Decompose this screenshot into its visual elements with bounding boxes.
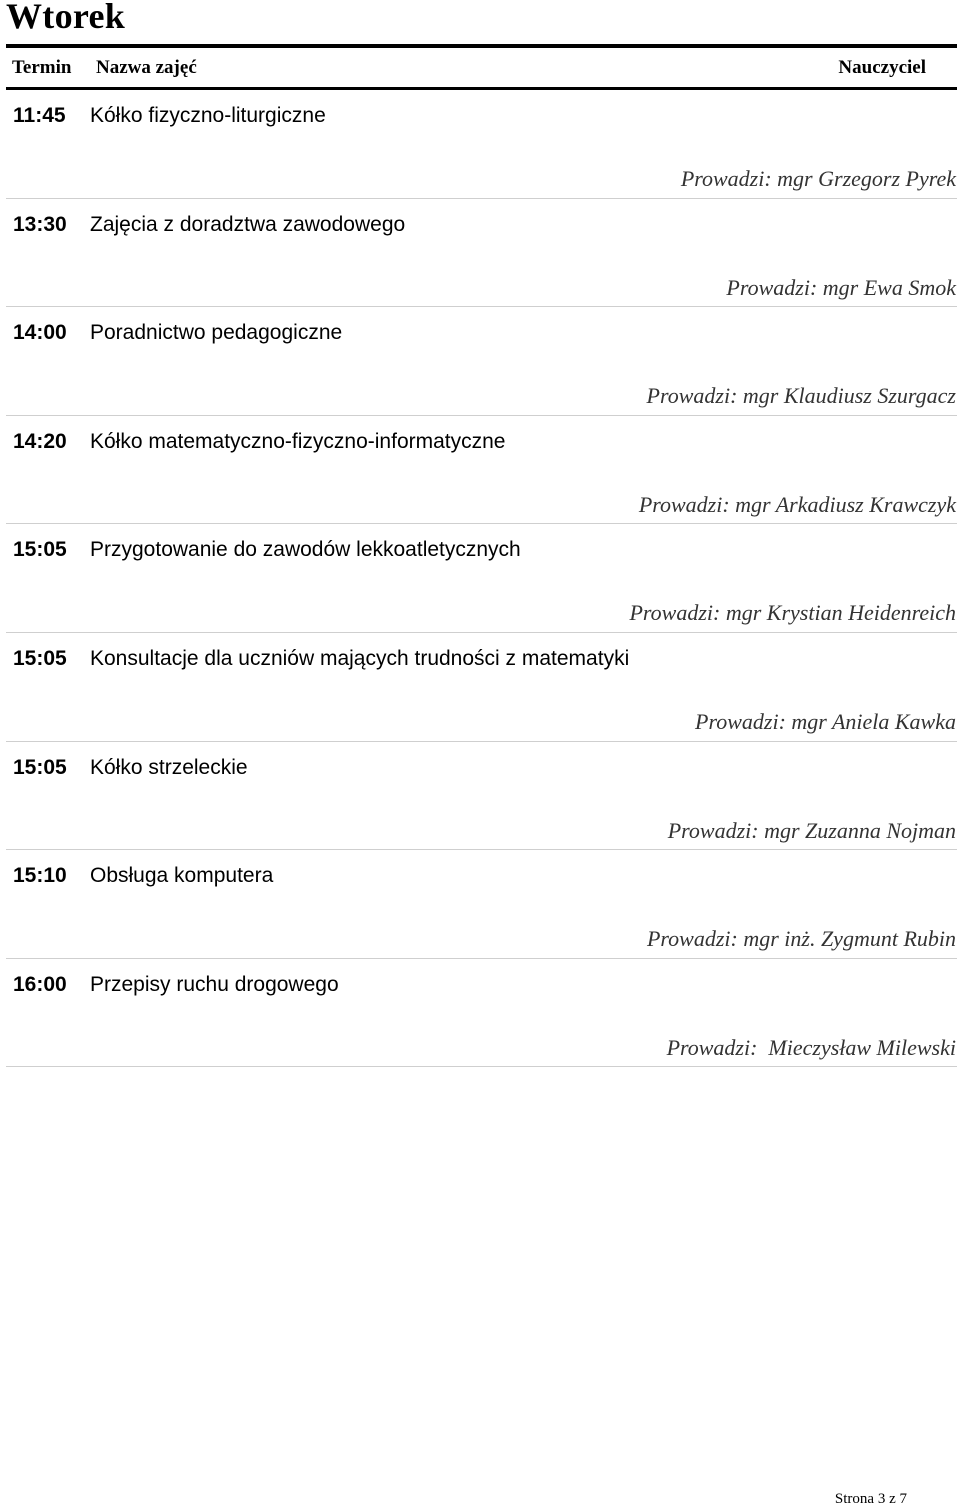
entry-teacher: Prowadzi: mgr Arkadiusz Krawczyk bbox=[638, 491, 956, 517]
entry-time: 15:10 bbox=[13, 864, 67, 888]
column-header-teacher: Nauczyciel bbox=[838, 57, 926, 78]
entry-name: Przepisy ruchu drogowego bbox=[90, 972, 339, 996]
entry-time: 15:05 bbox=[13, 538, 67, 562]
schedule-list bbox=[0, 90, 960, 1067]
entry-teacher: Prowadzi: mgr inż. Zygmunt Rubin bbox=[646, 926, 956, 952]
entry-teacher: Prowadzi: mgr Krystian Heidenreich bbox=[629, 600, 956, 626]
entry-teacher: Prowadzi: mgr Ewa Smok bbox=[726, 274, 956, 300]
schedule-entry bbox=[0, 90, 960, 199]
column-header-name: Nazwa zajęć bbox=[96, 57, 197, 78]
entry-time: 11:45 bbox=[13, 104, 66, 127]
schedule-entry bbox=[0, 959, 960, 1068]
column-header-term: Termin bbox=[12, 57, 72, 78]
entry-time: 15:05 bbox=[13, 755, 67, 779]
entry-teacher: Prowadzi: mgr Klaudiusz Szurgacz bbox=[646, 383, 956, 409]
table-header bbox=[0, 54, 960, 82]
entry-time: 15:05 bbox=[13, 646, 67, 670]
schedule-entry bbox=[0, 850, 960, 959]
entry-teacher: Prowadzi: mgr Zuzanna Nojman bbox=[667, 817, 956, 843]
schedule-entry bbox=[0, 416, 960, 525]
entry-name: Obsługa komputera bbox=[90, 864, 274, 888]
page-number: Strona 3 z 7 bbox=[834, 1491, 907, 1507]
entry-divider bbox=[6, 1066, 957, 1067]
page-title: Wtorek bbox=[6, 0, 126, 36]
schedule-entry bbox=[0, 742, 960, 851]
entry-time: 13:30 bbox=[13, 212, 67, 236]
entry-name: Konsultacje dla uczniów mających trudności z matematyki bbox=[90, 646, 630, 670]
header-top-rule bbox=[6, 44, 957, 48]
schedule-entry bbox=[0, 524, 960, 633]
entry-name: Kółko strzeleckie bbox=[90, 755, 248, 779]
entry-name: Poradnictwo pedagogiczne bbox=[90, 321, 343, 345]
entry-name: Zajęcia z doradztwa zawodowego bbox=[90, 212, 406, 236]
schedule-entry bbox=[0, 633, 960, 742]
entry-teacher: Prowadzi: mgr Aniela Kawka bbox=[695, 708, 956, 734]
entry-teacher: Prowadzi: mgr Grzegorz Pyrek bbox=[680, 166, 956, 191]
entry-name: Kółko matematyczno-fizyczno-informatyczne bbox=[90, 429, 506, 453]
entry-name: Kółko fizyczno-liturgiczne bbox=[90, 104, 326, 127]
entry-time: 16:00 bbox=[13, 972, 67, 996]
schedule-entry bbox=[0, 307, 960, 416]
entry-time: 14:00 bbox=[13, 321, 67, 345]
schedule-entry bbox=[0, 199, 960, 308]
entry-teacher: Prowadzi: Mieczysław Milewski bbox=[666, 1034, 956, 1060]
entry-name: Przygotowanie do zawodów lekkoatletycznych bbox=[90, 538, 521, 562]
entry-time: 14:20 bbox=[13, 429, 67, 453]
